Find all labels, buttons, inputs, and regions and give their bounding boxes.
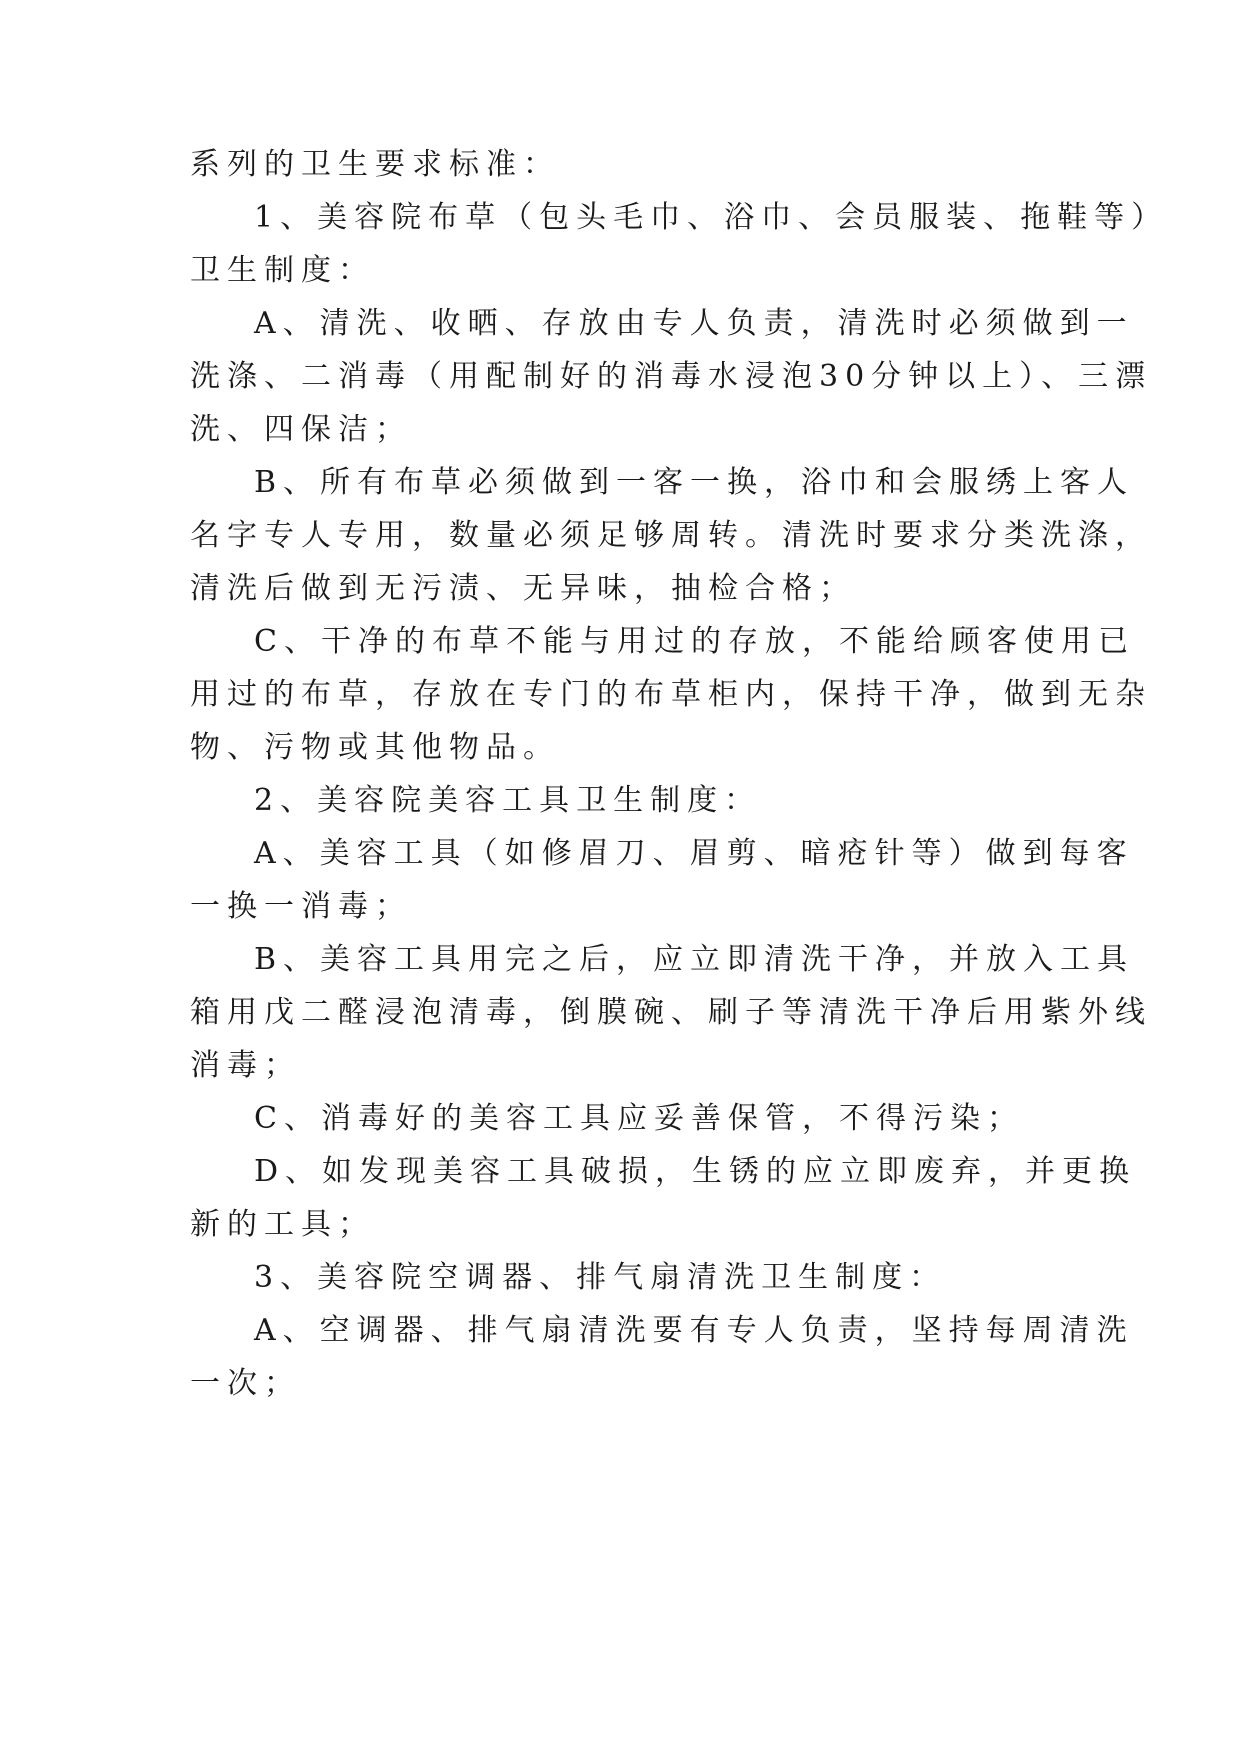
text-line: A、美容工具（如修眉刀、眉剪、暗疮针等）做到每客 xyxy=(254,836,1134,871)
text-line: 物、污物或其他物品。 xyxy=(190,730,560,765)
text-line: 名字专人专用，数量必须足够周转。清洗时要求分类洗涤， xyxy=(190,518,1152,553)
text-line: A、清洗、收晒、存放由专人负责，清洗时必须做到一 xyxy=(254,306,1134,341)
text-line: B、所有布草必须做到一客一换，浴巾和会服绣上客人 xyxy=(254,465,1135,500)
text-line: C、消毒好的美容工具应妥善保管，不得污染； xyxy=(254,1101,1024,1136)
text-line: 洗、四保洁； xyxy=(190,412,412,447)
text-line: B、美容工具用完之后，应立即清洗干净，并放入工具 xyxy=(254,942,1135,977)
text-line: 洗涤、二消毒（用配制好的消毒水浸泡30分钟以上）、三漂 xyxy=(190,359,1153,394)
text-line: 新的工具； xyxy=(190,1207,375,1242)
text-line: C、干净的布草不能与用过的存放，不能给顾客使用已 xyxy=(254,624,1135,659)
text-line: A、空调器、排气扇清洗要有专人负责，坚持每周清洗 xyxy=(254,1313,1134,1348)
text-line: 箱用戊二醛浸泡清毒，倒膜碗、刷子等清洗干净后用紫外线 xyxy=(190,995,1152,1030)
text-line: 消毒； xyxy=(190,1048,301,1083)
text-line: 一次； xyxy=(190,1366,301,1401)
text-line: 一换一消毒； xyxy=(190,889,412,924)
text-line: 3、美容院空调器、排气扇清洗卫生制度： xyxy=(254,1260,947,1295)
text-line: 用过的布草，存放在专门的布草柜内，保持干净，做到无杂 xyxy=(190,677,1152,712)
text-line: D、如发现美容工具破损，生锈的应立即废弃，并更换 xyxy=(254,1154,1137,1189)
text-line: 清洗后做到无污渍、无异味，抽检合格； xyxy=(190,571,856,606)
text-line: 卫生制度： xyxy=(190,253,375,288)
text-line: 系列的卫生要求标准： xyxy=(190,147,560,182)
text-line: 2、美容院美容工具卫生制度： xyxy=(254,783,762,818)
text-line: 1、美容院布草（包头毛巾、浴巾、会员服装、拖鞋等） xyxy=(254,200,1169,235)
